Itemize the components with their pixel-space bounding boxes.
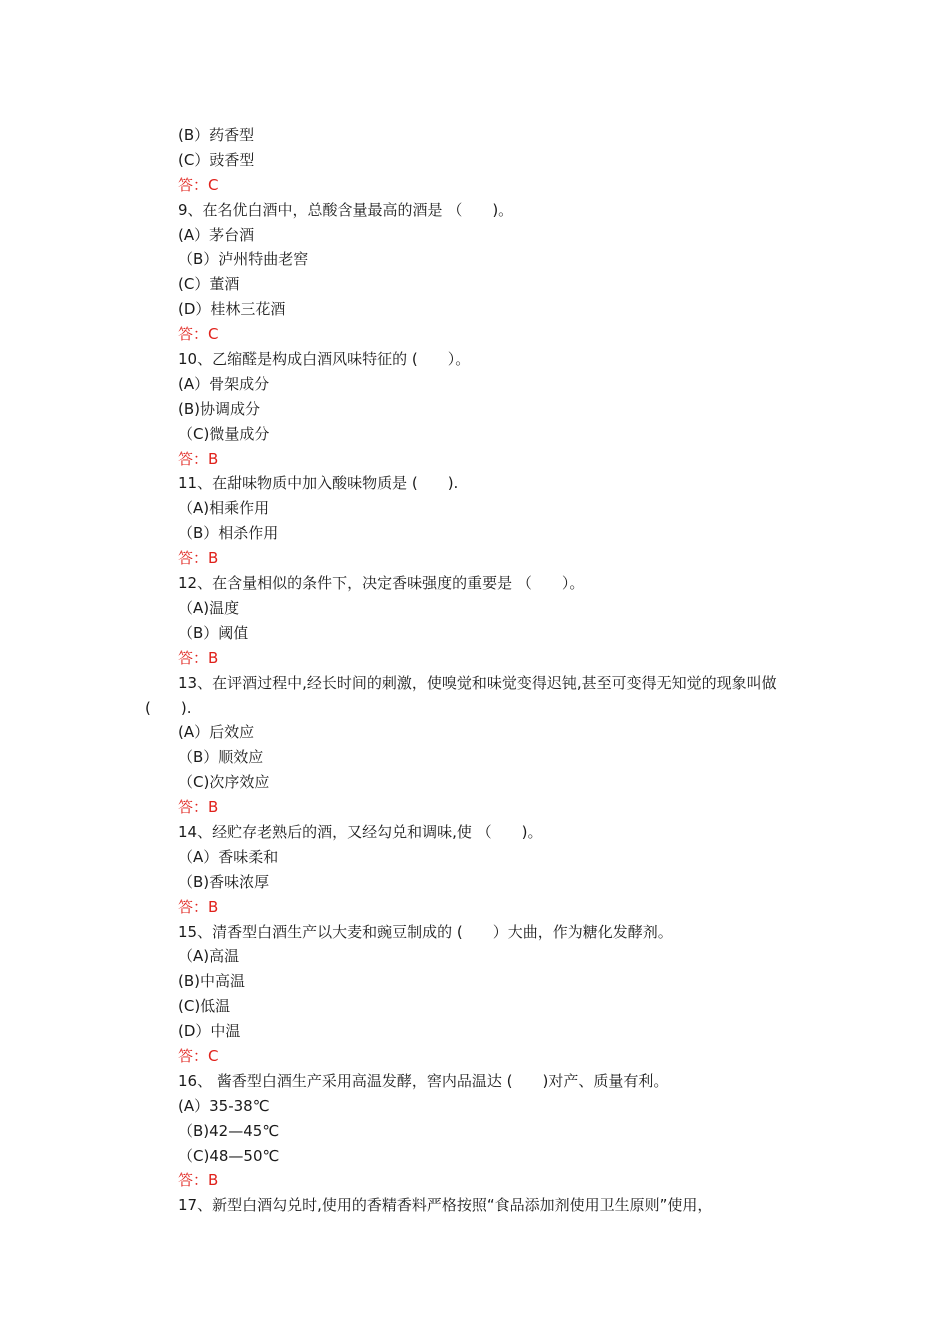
option-line: （A)温度 — [178, 598, 240, 617]
question-line: 17、新型白酒勾兑时,使用的香精香料严格按照“食品添加剂使用卫生原则”使用， — [178, 1196, 713, 1215]
answer-line: 答：C — [178, 1046, 219, 1065]
answer-line: 答：B — [178, 648, 219, 667]
answer-line: 答：B — [178, 1171, 219, 1190]
question-line: 15、清香型白酒生产以大麦和豌豆制成的 ( ）大曲，作为糖化发酵剂。 — [178, 922, 673, 941]
option-line: (A）35-38℃ — [178, 1096, 270, 1115]
option-line: (D）桂林三花酒 — [178, 300, 286, 319]
answer-line: 答：B — [178, 897, 219, 916]
question-line: 11、在甜味物质中加入酸味物质是 ( ). — [178, 474, 459, 493]
question-line: 12、在含量相似的条件下，决定香味强度的重要是 （ ）。 — [178, 574, 585, 593]
answer-line: 答：C — [178, 175, 219, 194]
option-line: （B）顺效应 — [178, 748, 264, 767]
option-line: （B)42—45℃ — [178, 1121, 280, 1140]
option-line: (A）骨架成分 — [178, 374, 270, 393]
option-line: （A)相乘作用 — [178, 499, 270, 518]
option-line: (C）董酒 — [178, 275, 240, 294]
option-line: （B）泸州特曲老窖 — [178, 250, 309, 269]
option-line: （C)微量成分 — [178, 424, 270, 443]
option-line: (A）茅台酒 — [178, 225, 255, 244]
question-line: 13、在评酒过程中,经长时间的刺激，使嗅觉和味觉变得迟钝,甚至可变得无知觉的现象叫做 ( ). — [145, 673, 777, 717]
option-line: （B)香味浓厚 — [178, 872, 270, 891]
question-line: 14、经贮存老熟后的酒，又经勾兑和调味,使 （ )。 — [178, 822, 543, 841]
option-line: (C)低温 — [178, 997, 231, 1016]
option-line: （B）阈值 — [178, 623, 249, 642]
option-line: (C）豉香型 — [178, 150, 255, 169]
option-line: （C)次序效应 — [178, 773, 270, 792]
option-line: (A）后效应 — [178, 723, 255, 742]
option-line: (B)中高温 — [178, 972, 245, 991]
option-line: (B）药香型 — [178, 126, 255, 144]
option-line: （A）香味柔和 — [178, 847, 279, 866]
question-line: 9、在名优白酒中，总酸含量最高的酒是 （ )。 — [178, 200, 514, 219]
answer-line: 答：B — [178, 449, 219, 468]
option-line: (D）中温 — [178, 1022, 241, 1041]
answer-line: 答：B — [178, 798, 219, 817]
question-line: 10、乙缩醛是构成白酒风味特征的 ( ）。 — [178, 350, 471, 369]
answer-line: 答：B — [178, 549, 219, 568]
option-line: (B)协调成分 — [178, 399, 260, 418]
document-body — [145, 123, 815, 1218]
option-line: （B）相杀作用 — [178, 524, 279, 543]
question-line: 16、 酱香型白酒生产采用高温发酵，窖内品温达 ( )对产、质量有利。 — [178, 1071, 669, 1090]
answer-line: 答：C — [178, 325, 219, 344]
option-line: （C)48—50℃ — [178, 1146, 280, 1165]
option-line: （A)高温 — [178, 947, 240, 966]
